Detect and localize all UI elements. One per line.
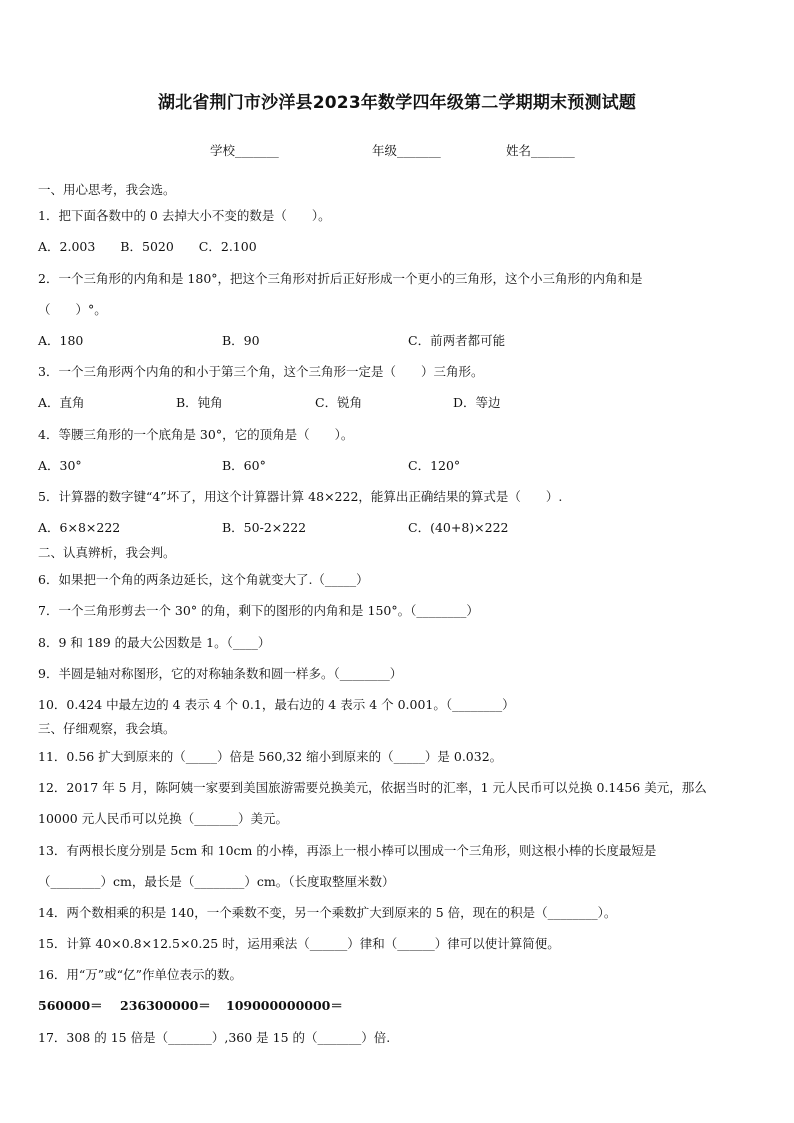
option-b: B．50-2×222: [222, 520, 307, 535]
question-12: 12．2017 年 5 月，陈阿姨一家要到美国旅游需要兑换美元，依据当时的汇率，1 元人民币可以兑换 0.1456 美元，那么: [38, 780, 707, 795]
question-6: 6．如果把一个角的两条边延长，这个角就变大了.（_____）: [38, 572, 369, 587]
question-3: 3．一个三角形两个内角的和小于第三个角，这个三角形一定是（ ）三角形。: [38, 364, 484, 379]
option-a: A．直角: [38, 395, 85, 410]
option-c: C．前两者都可能: [408, 333, 506, 348]
option-b: B．90: [222, 333, 260, 348]
option-c: C．(40+8)×222: [408, 520, 509, 535]
question-2: 2．一个三角形的内角和是 180°，把这个三角形对折后正好形成一个更小的三角形，这个小三角形的内角和是: [38, 271, 643, 286]
option-d: D．等边: [453, 395, 501, 410]
question-8: 8．9 和 189 的最大公因数是 1。（____）: [38, 635, 271, 650]
conversion-item: 236300000＝: [120, 998, 211, 1013]
question-10: 10．0.424 中最左边的 4 表示 4 个 0.1，最右边的 4 表示 4 个 0.001。（________）: [38, 697, 515, 712]
question-4: 4．等腰三角形的一个底角是 30°，它的顶角是（ ）。: [38, 427, 354, 442]
page-title: 湖北省荆门市沙洋县2023年数学四年级第二学期期末预测试题: [157, 93, 637, 113]
option-b: B．60°: [222, 458, 266, 473]
question-15: 15．计算 40×0.8×12.5×0.25 时，运用乘法（______）律和（______）律可以使计算简便。: [38, 936, 560, 951]
conversion-item: 109000000000＝: [226, 998, 343, 1013]
option-a: A．6×8×222: [38, 520, 121, 535]
question-12-continued: 10000 元人民币可以兑换（_______）美元。: [38, 811, 288, 826]
school-field: 学校_______: [210, 143, 279, 158]
question-5: 5．计算器的数字键“4”坏了，用这个计算器计算 48×222，能算出正确结果的算式是（ ）.: [38, 489, 563, 504]
question-11: 11．0.56 扩大到原来的（_____）倍是 560,32 缩小到原来的（_____）是 0.032。: [38, 749, 503, 764]
option-b: B．钝角: [176, 395, 223, 410]
option-c: C．锐角: [315, 395, 363, 410]
option-c: C．120°: [408, 458, 461, 473]
question-1-options: A．2.003 B．5020 C．2.100: [38, 239, 257, 254]
name-field: 姓名_______: [506, 143, 575, 158]
conversion-item: 560000＝: [38, 998, 103, 1013]
question-14: 14．两个数相乘的积是 140，一个乘数不变，另一个乘数扩大到原来的 5 倍，现在的积是（________）。: [38, 905, 617, 920]
section-heading: 三、仔细观察，我会填。: [38, 721, 176, 736]
question-13-continued: （________）cm，最长是（________）cm。（长度取整厘米数）: [38, 874, 395, 889]
question-7: 7．一个三角形剪去一个 30° 的角，剩下的图形的内角和是 150°。（________）: [38, 603, 479, 618]
grade-field: 年级_______: [372, 143, 441, 158]
question-2-continued: （ ）°。: [38, 302, 107, 317]
question-16: 16．用“万”或“亿”作单位表示的数。: [38, 967, 242, 982]
section-heading: 一、用心思考，我会选。: [38, 182, 176, 197]
question-9: 9．半圆是轴对称图形，它的对称轴条数和圆一样多。（________）: [38, 666, 403, 681]
section-heading: 二、认真辨析，我会判。: [38, 545, 176, 560]
option-a: A．30°: [38, 458, 82, 473]
question-17: 17．308 的 15 倍是（_______）,360 是 15 的（_______）倍.: [38, 1030, 391, 1045]
question-13: 13．有两根长度分别是 5cm 和 10cm 的小棒，再添上一根小棒可以围成一个三角形，则这根小棒的长度最短是: [38, 843, 657, 858]
question-1: 1．把下面各数中的 0 去掉大小不变的数是（ ）。: [38, 208, 331, 223]
option-a: A．180: [38, 333, 84, 348]
